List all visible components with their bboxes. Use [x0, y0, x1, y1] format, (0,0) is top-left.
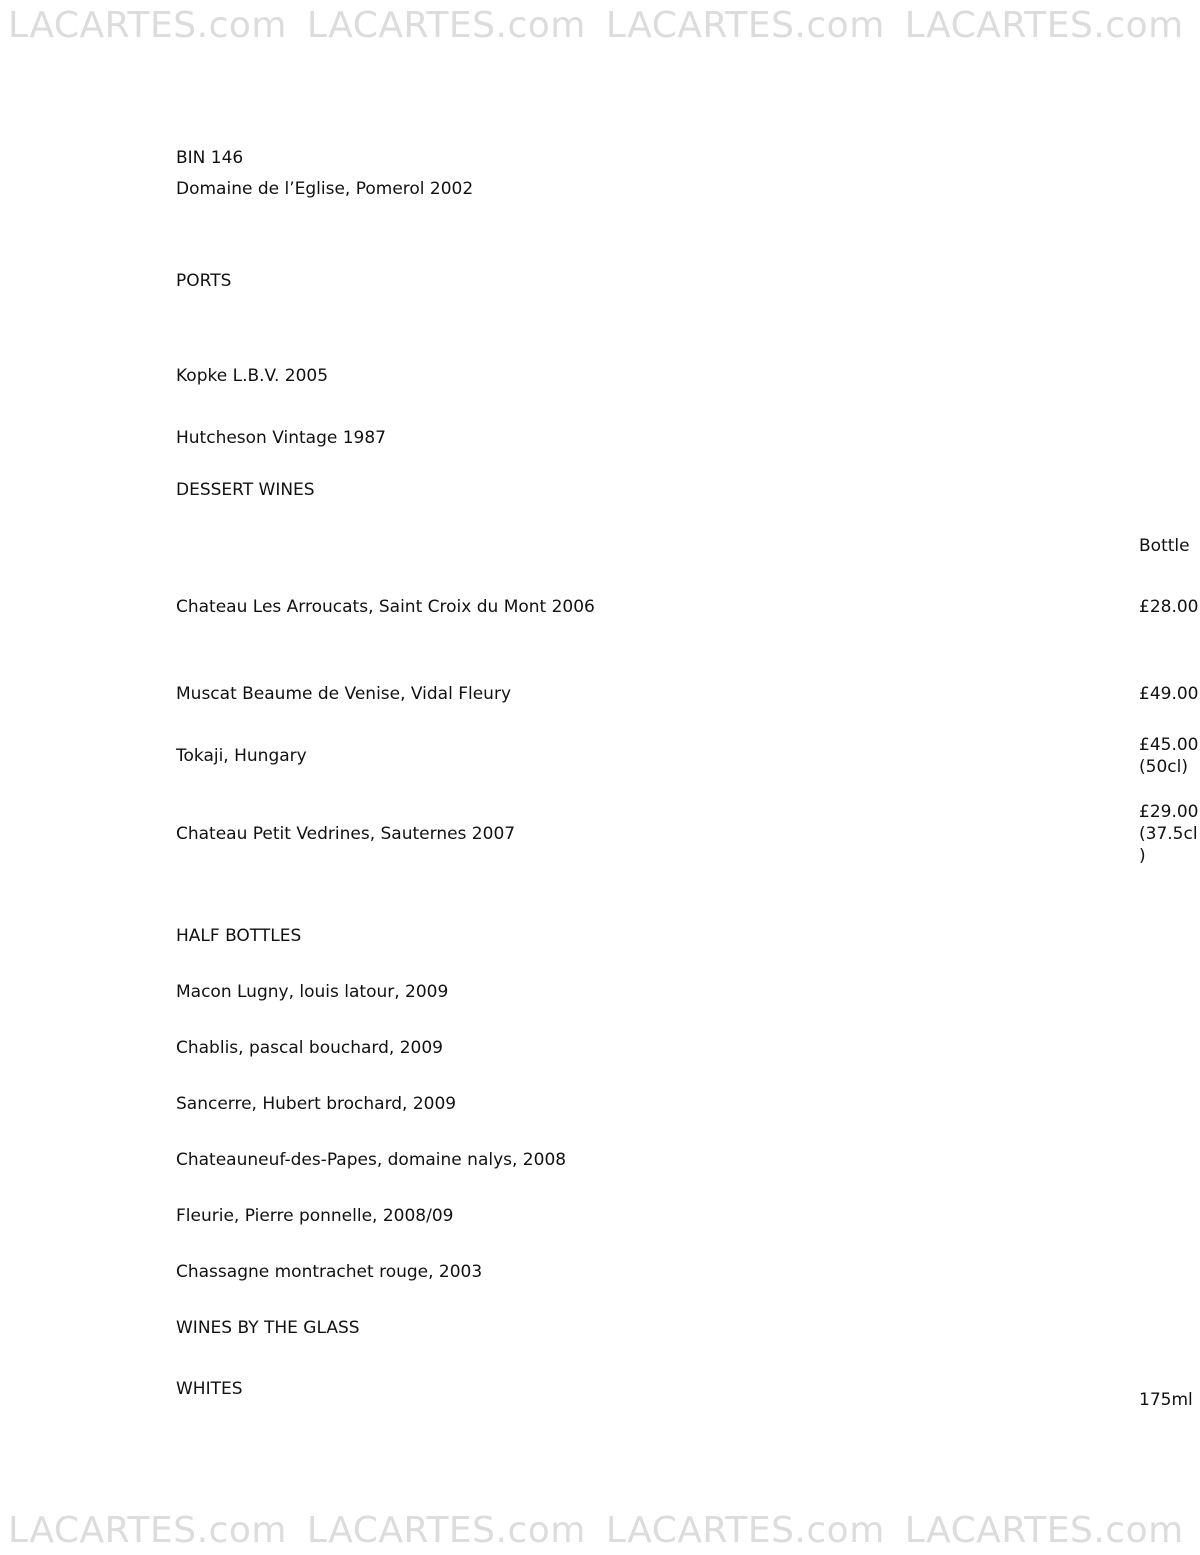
dessert-wine-name: Chateau Petit Vedrines, Sauternes 2007	[176, 824, 516, 844]
port-item: Kopke L.B.V. 2005	[176, 366, 329, 386]
watermark-bottom	[0, 1507, 1200, 1555]
watermark-text: LACARTES.com	[8, 5, 287, 46]
port-item: Hutcheson Vintage 1987	[176, 428, 386, 448]
bin-wine: Domaine de l’Eglise, Pomerol 2002	[176, 179, 474, 199]
section-heading-ports: PORTS	[176, 271, 232, 291]
column-label-bottle: Bottle	[1139, 536, 1190, 556]
half-bottle-item: Fleurie, Pierre ponnelle, 2008/09	[176, 1206, 454, 1226]
watermark-text: LACARTES.com	[904, 5, 1184, 46]
dessert-wine-name: Muscat Beaume de Venise, Vidal Fleury	[176, 684, 512, 704]
dessert-wine-price: £28.00	[1139, 597, 1199, 617]
half-bottle-item: Macon Lugny, louis latour, 2009	[176, 982, 449, 1002]
dessert-wine-name: Chateau Les Arroucats, Saint Croix du Mont 2006	[176, 597, 595, 617]
watermark-text: LACARTES.com	[306, 1510, 586, 1551]
watermark-top	[0, 2, 1200, 50]
half-bottle-item: Chassagne montrachet rouge, 2003	[176, 1262, 483, 1282]
watermark-text: LACARTES.com	[605, 1510, 885, 1551]
watermark-text: LACARTES.com	[8, 1510, 287, 1551]
bin-label: BIN 146	[176, 148, 244, 168]
dessert-wine-price: £49.00	[1139, 684, 1199, 704]
dessert-wine-price: £45.00 (50cl)	[1139, 735, 1199, 777]
half-bottle-item: Sancerre, Hubert brochard, 2009	[176, 1094, 457, 1114]
half-bottle-item: Chateauneuf-des-Papes, domaine nalys, 2008	[176, 1150, 567, 1170]
dessert-wine-price: £29.00 (37.5cl )	[1139, 802, 1199, 866]
watermark-text: LACARTES.com	[306, 5, 586, 46]
section-heading-dessert: DESSERT WINES	[176, 480, 315, 500]
sub-heading-whites: WHITES	[176, 1379, 243, 1399]
watermark-text: LACARTES.com	[605, 5, 885, 46]
watermark-text: LACARTES.com	[904, 1510, 1184, 1551]
column-label-175ml: 175ml	[1139, 1390, 1193, 1410]
dessert-wine-name: Tokaji, Hungary	[176, 746, 307, 766]
section-heading-half-bottles: HALF BOTTLES	[176, 926, 302, 946]
section-heading-by-glass: WINES BY THE GLASS	[176, 1318, 360, 1338]
half-bottle-item: Chablis, pascal bouchard, 2009	[176, 1038, 443, 1058]
